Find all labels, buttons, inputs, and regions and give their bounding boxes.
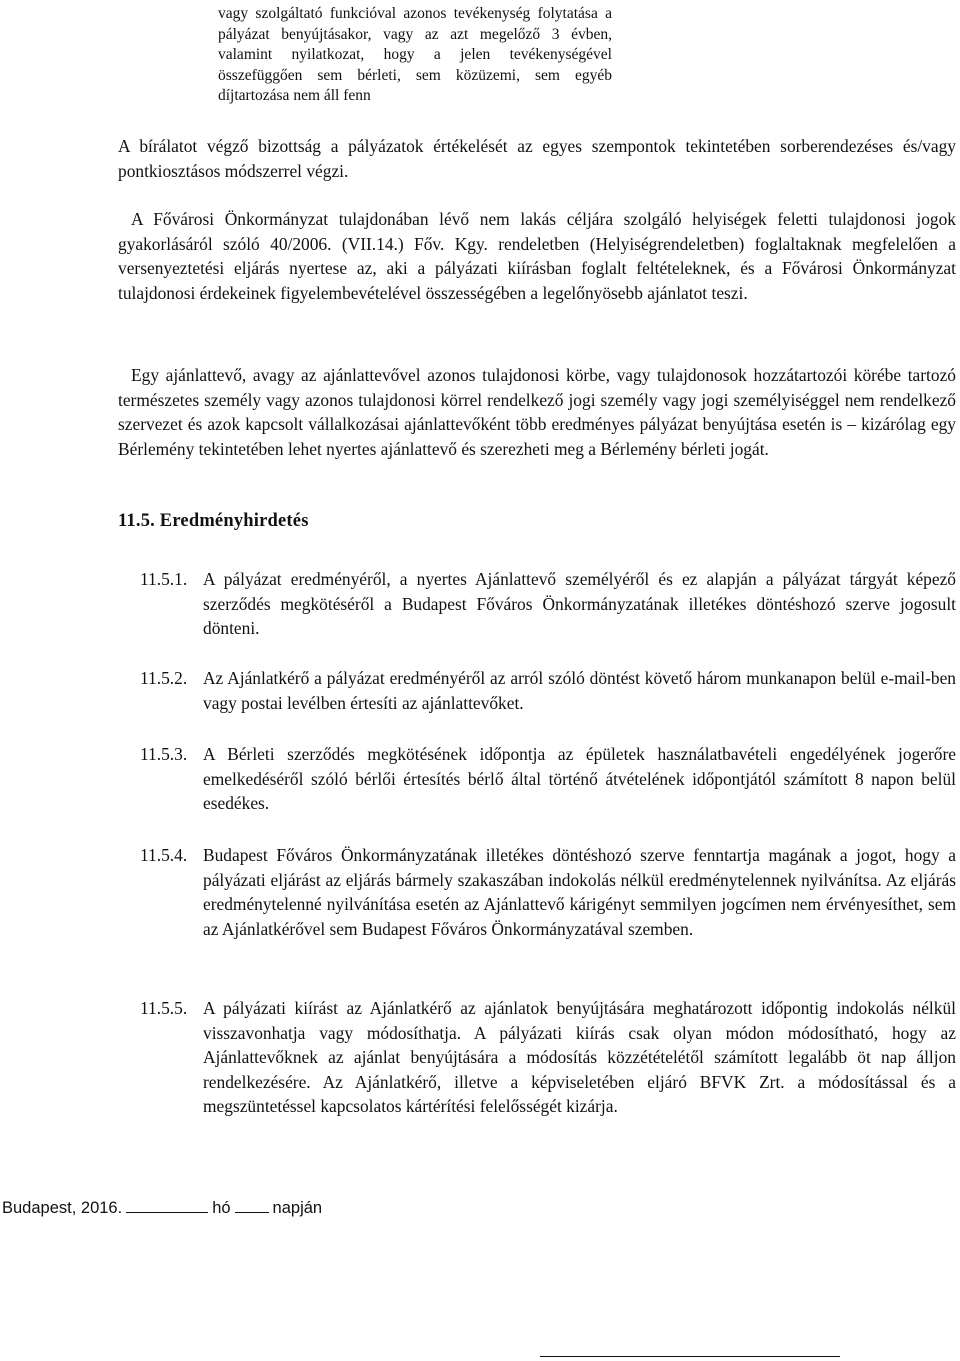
list-item <box>140 843 956 941</box>
place-date-line <box>2 1198 322 1218</box>
list-item <box>140 567 956 641</box>
list-item-continuation: vagy szolgáltató funkcióval azonos tevékenység folytatása a pályázat benyújtásakor, vagy az azt megelőző 3 évben, valamint nyilatkozat, hogy a jelen tevékenységével összefüggően sem bérleti, sem közüzemi, sem egyéb díjtartozása nem áll fenn <box>218 5 612 104</box>
item-number: 11.5.2. <box>140 668 188 688</box>
list-item <box>140 996 956 1119</box>
decree-paragraph: A Fővárosi Önkormányzat tulajdonában lévő nem lakás céljára szolgáló helyiségek feletti tulajdonosi jogok gyakorlásáról szóló 40/2006. (VII.14.) Főv. Kgy. rendeletben (Helyiségrendeletben) foglaltaknak megfelelően a versenyeztetési eljárás nyertese az, aki a pályázati kiírásban foglalt feltételeknek, és a Fővárosi Önkormányzat tulajdonosi érdekeinek figyelembevételével összességében a legelőnyösebb ajánlatot teszi. <box>118 209 956 303</box>
list-item <box>140 742 956 816</box>
evaluation-paragraph: A bírálatot végző bizottság a pályázatok értékelését az egyes szempontok tekintetében sorberendezéses és/vagy pontkiosztásos módszerrel végzi. <box>118 136 956 181</box>
day-word: napján <box>272 1199 323 1217</box>
item-text: A pályázati kiírást az Ajánlatkérő az ajánlatok benyújtására meghatározott időpontig indokolás nélkül visszavonhatja vagy módosíthatja. A pályázati kiírás csak olyan módon módosítható, hogy az Ajánlattevőknek az ajánlat benyújtására a módosítás közzétételétől számított legalább öt nap álljon rendelkezésére. Az Ajánlatkérő, illetve a képviseletében eljáró BFVK Zrt. a módosítással és a megszüntetéssel kapcsolatos kártérítési felelősségét kizárja. <box>203 998 956 1116</box>
single-bidder-paragraph: Egy ajánlattevő, avagy az ajánlattevővel azonos tulajdonosi körbe, vagy tulajdonosok hozzátartozói körébe tartozó természetes személy vagy azonos tulajdonosi körrel rendelkező jogi személy vagy jogi személyiséggel nem rendelkező szervezet és azok kapcsolt vállalkozásai ajánlattevőként több eredményes pályázat benyújtása esetén is – kizárólag egy Bérlemény tekintetében lehet nyertes ajánlattevő és szerezheti meg a Bérlemény bérleti jogát. <box>118 365 956 459</box>
item-number: 11.5.1. <box>140 569 188 589</box>
month-blank <box>126 1198 208 1213</box>
item-text: A pályázat eredményéről, a nyertes Ajánlattevő személyéről és ez alapján a pályázat tárgyát képező szerződés megkötéséről a Budapest Főváros Önkormányzatának illetékes döntéshozó szerve jogosult dönteni. <box>203 569 956 638</box>
item-text: A Bérleti szerződés megkötésének időpontja az épületek használatbavételi engedélyének jogerőre emelkedéséről szóló bérlői értesítés bérlő által történő átvételének időpontjától számított 8 napon belül esedékes. <box>203 744 956 813</box>
item-text: Budapest Főváros Önkormányzatának illetékes döntéshozó szerve fenntartja magának a jogot, hogy a pályázati eljárást az eljárás bármely szakaszában indokolás nélkül eredménytelennek nyilvánítsa. Az eljárás eredménytelenné nyilvánítása esetén az Ajánlattevő kárigényt semmilyen jogcímen nem érvényesíthet, sem az Ajánlatkérővel sem Budapest Főváros Önkormányzatával szemben. <box>203 845 956 939</box>
list-item <box>140 666 956 715</box>
item-number: 11.5.5. <box>140 998 188 1018</box>
item-text: Az Ajánlatkérő a pályázat eredményéről az arról szóló döntést követő három munkanapon belül e-mail-ben vagy postai levélben értesíti az ajánlattevőket. <box>203 668 956 713</box>
item-number: 11.5.3. <box>140 744 188 764</box>
section-heading: 11.5. Eredményhirdetés <box>118 511 309 531</box>
day-blank <box>235 1198 269 1213</box>
month-word: hó <box>212 1199 231 1217</box>
place-date-text: Budapest, 2016. <box>2 1199 123 1217</box>
item-number: 11.5.4. <box>140 845 188 865</box>
signature-line <box>540 1356 840 1357</box>
